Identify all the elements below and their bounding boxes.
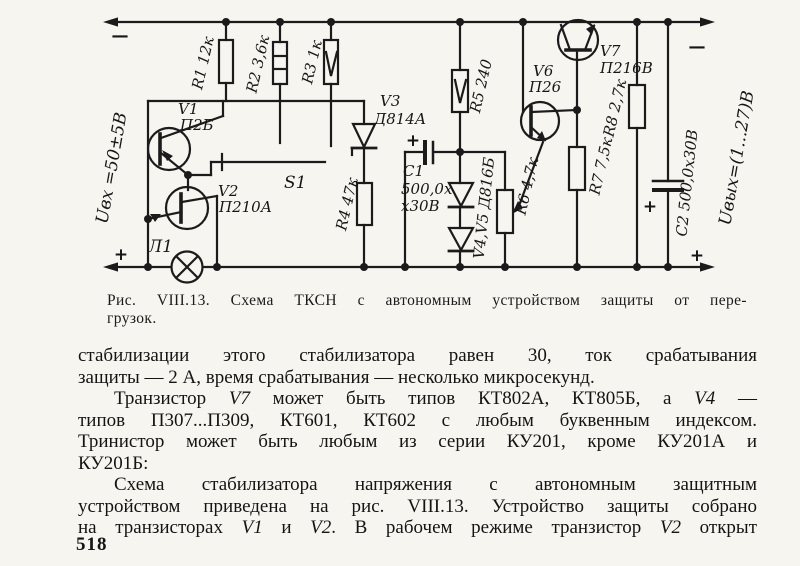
plus-sign-right: + — [689, 246, 705, 266]
svg-text:R2 3,6к: R2 3,6к — [242, 33, 274, 95]
input-voltage-label — [92, 111, 131, 225]
resistor-r6 — [497, 142, 543, 267]
svg-text:Uвх =50±5В: Uвх =50±5В — [92, 110, 132, 226]
text-line: устройством приведена на рис. VIII.13. Устройство защиты собрано — [78, 495, 757, 517]
caption-line: Рис. VIII.13. Схема ТКСН с автономным устройством защиты от пере- — [107, 292, 747, 309]
svg-text:Uвых=(1...27)В: Uвых=(1...27)В — [715, 89, 759, 227]
resistor-r3 — [298, 22, 338, 146]
resistor-r1 — [188, 22, 233, 101]
svg-text:Л1: Л1 — [148, 237, 174, 257]
svg-text:R5 240: R5 240 — [466, 57, 496, 115]
svg-text:V7: V7 — [600, 42, 621, 60]
svg-text:V1: V1 — [178, 100, 199, 118]
page-number: 518 — [76, 534, 108, 555]
svg-text:R1 12к: R1 12к — [188, 34, 218, 92]
svg-text:V2: V2 — [218, 182, 239, 200]
output-voltage-label — [715, 89, 758, 227]
text-line: КУ201Б: — [78, 452, 149, 474]
resistor-r2 — [242, 22, 287, 143]
text-line: на транзисторах V1 и V2. В рабочем режиме транзистор V2 открыт — [78, 517, 757, 538]
svg-text:П216В: П216В — [600, 59, 653, 77]
svg-text:R4 47к: R4 47к — [332, 175, 362, 233]
resistor-r4 — [332, 176, 372, 267]
svg-text:С1: С1 — [403, 162, 425, 180]
svg-text:R6 4,7к: R6 4,7к — [511, 155, 543, 217]
caption-line: грузок. — [107, 309, 157, 327]
text-line: типов П307...П309, КТ601, КТ602 с любым буквенным индексом. — [78, 409, 757, 431]
svg-text:П2Б: П2Б — [180, 116, 214, 134]
lamp-l1 — [147, 237, 203, 283]
transistor-v6 — [521, 22, 577, 141]
svg-text:С2 500,0х30В: С2 500,0х30В — [672, 128, 702, 238]
text-line: защиты — 2 А, время срабатывания — несколько микросекунд. — [78, 366, 595, 388]
switch-s1 — [188, 154, 325, 193]
top-rail — [103, 17, 715, 26]
svg-text:V4,V5 Д816Б: V4,V5 Д816Б — [469, 156, 499, 260]
svg-text:R8 2,7к: R8 2,7к — [599, 77, 631, 139]
plus-sign-left: + — [113, 245, 129, 265]
svg-text:Д814А: Д814А — [374, 110, 427, 128]
diodes-v4-v5 — [449, 152, 498, 267]
svg-text:V6: V6 — [533, 62, 554, 80]
svg-text:R7 7,5к: R7 7,5к — [585, 135, 617, 197]
svg-text:+: + — [642, 197, 658, 217]
svg-text:S1: S1 — [284, 173, 307, 193]
text-line: Транзистор V7 может быть типов КТ802А, КТ805Б, а V4 — — [114, 388, 757, 409]
minus-sign-right: — — [688, 37, 706, 57]
svg-text:+: + — [405, 131, 421, 151]
transistor-v7 — [558, 20, 653, 110]
body-text — [78, 345, 757, 539]
svg-text:500,0х: 500,0х — [401, 180, 453, 198]
svg-text:х30В: х30В — [401, 197, 440, 215]
svg-text:П210А: П210А — [219, 198, 273, 216]
svg-text:V3: V3 — [380, 92, 401, 110]
resistor-r5 — [452, 22, 496, 152]
svg-text:R3 1к: R3 1к — [298, 38, 326, 86]
text-line: стабилизации этого стабилизатора равен 30, ток срабатывания — [78, 345, 757, 366]
figure-caption — [107, 292, 747, 327]
minus-sign-left: — — [111, 26, 129, 46]
text-line: Схема стабилизатора напряжения с автономным защитным — [114, 474, 757, 495]
text-line: Тринистор может быть любым из серии КУ201, кроме КУ201А и — [78, 431, 757, 452]
svg-text:П26: П26 — [529, 78, 562, 96]
